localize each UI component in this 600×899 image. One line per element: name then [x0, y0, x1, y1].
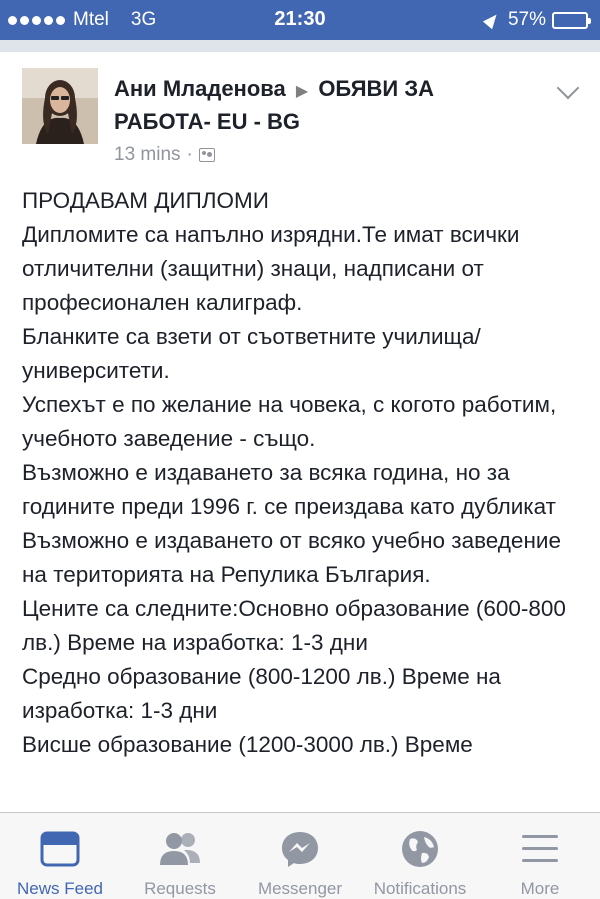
post-timestamp[interactable]: 13 mins	[114, 144, 181, 165]
author-name[interactable]: Ани Младенова	[114, 76, 286, 101]
post-line: Възможно е издаването за всяка година, но за годините преди 1996 г. се преиздава като дубликат	[22, 460, 556, 519]
group-name[interactable]: ОБЯВИ ЗА РАБОТА- EU - BG	[114, 76, 434, 134]
tab-label: Messenger	[257, 879, 343, 898]
tab-notifications[interactable]	[360, 813, 480, 899]
post-line: Успехът е по желание на човека, с когото работим, учебното заведение - също.	[22, 392, 557, 451]
hamburger-icon	[518, 829, 562, 869]
post-line: Цените са следните:Основно образование (600-800 лв.) Време на изработка: 1-3 дни	[22, 596, 566, 655]
carrier-name: Mtel	[73, 9, 109, 30]
friend-requests-icon	[158, 829, 202, 869]
battery-percent: 57%	[507, 9, 546, 30]
post-header	[114, 74, 524, 137]
tab-more[interactable]	[480, 813, 600, 899]
post-meta	[114, 144, 215, 166]
author-avatar[interactable]	[22, 68, 98, 144]
tab-bar	[0, 812, 600, 899]
tab-label: Requests	[144, 879, 216, 898]
post-options-chevron-icon[interactable]	[557, 77, 580, 100]
network-type: 3G	[130, 9, 157, 30]
post-line: Висше образование (1200-3000 лв.) Време	[22, 732, 473, 757]
dot-separator: ·	[186, 144, 193, 165]
post-line: Средно образование (800-1200 лв.) Време на изработка: 1-3 дни	[22, 664, 501, 723]
location-arrow-icon	[483, 11, 501, 29]
post-line: Възможно е издаването от всяко учебно заведение на територията на Репулика България.	[22, 528, 561, 587]
share-arrow-icon: ▶	[295, 83, 309, 100]
tab-requests[interactable]	[120, 813, 240, 899]
status-time: 21:30	[274, 8, 326, 30]
post-line: Бланките са взети от съответните училища/университети.	[22, 324, 481, 383]
news-feed-icon	[38, 829, 82, 869]
post-line: ПРОДАВАМ ДИПЛОМИ	[22, 188, 269, 213]
tab-news-feed[interactable]	[0, 813, 120, 899]
battery-icon	[552, 12, 588, 29]
post-card	[0, 52, 600, 812]
status-right	[486, 9, 588, 31]
tab-label: News Feed	[17, 879, 103, 898]
tab-messenger[interactable]	[240, 813, 360, 899]
tab-label: More	[520, 879, 560, 898]
status-bar	[0, 0, 600, 40]
post-body	[22, 184, 582, 762]
globe-icon	[398, 829, 442, 869]
group-privacy-icon	[199, 148, 215, 162]
messenger-icon	[278, 829, 322, 869]
tab-label: Notifications	[373, 879, 467, 898]
post-line: Дипломите са напълно изрядни.Те имат всички отличителни (защитни) знаци, надписани от професионален калиграф.	[22, 222, 520, 315]
